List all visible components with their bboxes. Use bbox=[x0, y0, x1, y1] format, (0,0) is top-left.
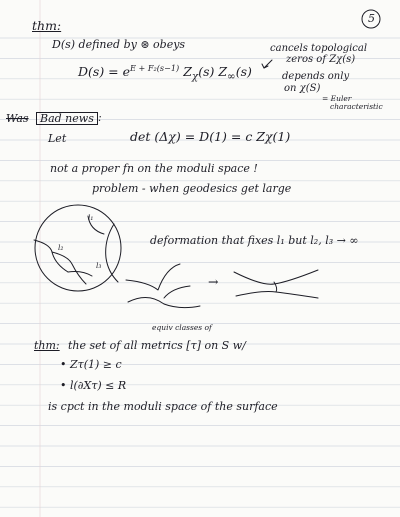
formula-sub-chi: χ bbox=[191, 70, 199, 83]
surface-diagram bbox=[28, 200, 138, 300]
note-depends-1: depends only bbox=[282, 71, 350, 82]
deformation-arrow: → bbox=[208, 274, 219, 289]
label-l2: l₂ bbox=[58, 243, 64, 252]
bad-news-colon: : bbox=[98, 111, 102, 124]
thin-neck-diagram bbox=[232, 262, 322, 302]
note-depends-2: on χ(S) bbox=[284, 83, 321, 94]
equiv-classes-note: equiv classes of bbox=[152, 323, 212, 332]
note-euler-2: characteristic bbox=[330, 102, 383, 111]
label-l1: l₁ bbox=[88, 213, 94, 222]
note-euler-1: = Euler bbox=[322, 94, 352, 103]
formula-mid: (s) Z bbox=[198, 64, 228, 80]
thm2-bullet-2: • l(∂Xτ) ≤ R bbox=[60, 379, 127, 392]
pants-diagram bbox=[124, 262, 204, 312]
bad-news-label: Bad news bbox=[36, 112, 98, 125]
struck-word: Was bbox=[6, 112, 29, 125]
note-cancels-1: cancels topological bbox=[270, 43, 368, 54]
not-proper-line: not a proper fn on the moduli space ! bbox=[50, 162, 258, 175]
thm2-conclusion: is cpct in the moduli space of the surface bbox=[48, 400, 278, 413]
bad-news-equation: det (Δχ) = D(1) = c Zχ(1) bbox=[130, 129, 291, 144]
formula-sub-infinity: ∞ bbox=[227, 70, 236, 83]
formula-z: Z bbox=[183, 64, 192, 80]
problem-line: problem - when geodesics get large bbox=[92, 182, 292, 195]
thm-label: thm: bbox=[32, 18, 62, 33]
note-cancels-2: zeros of Zχ(s) bbox=[286, 54, 356, 65]
let-word: Let bbox=[48, 132, 67, 145]
formula-end: (s) bbox=[235, 64, 252, 80]
thm2-label: thm: bbox=[34, 339, 60, 352]
thm2-bullet-1: • Zτ(1) ≥ c bbox=[60, 358, 122, 371]
formula-lhs: D(s) = e bbox=[78, 64, 131, 80]
page-number: 5 bbox=[368, 12, 375, 25]
deformation-caption: deformation that fixes l₁ but l₂, l₃ → ∞ bbox=[150, 234, 359, 247]
label-l3: l₃ bbox=[96, 261, 102, 270]
thm-statement-line: D(s) defined by ⊛ obeys bbox=[52, 38, 186, 51]
formula-exponent: E + F₂(s−1) bbox=[130, 63, 180, 73]
thm2-statement-line: the set of all metrics [τ] on S w/ bbox=[68, 339, 246, 352]
